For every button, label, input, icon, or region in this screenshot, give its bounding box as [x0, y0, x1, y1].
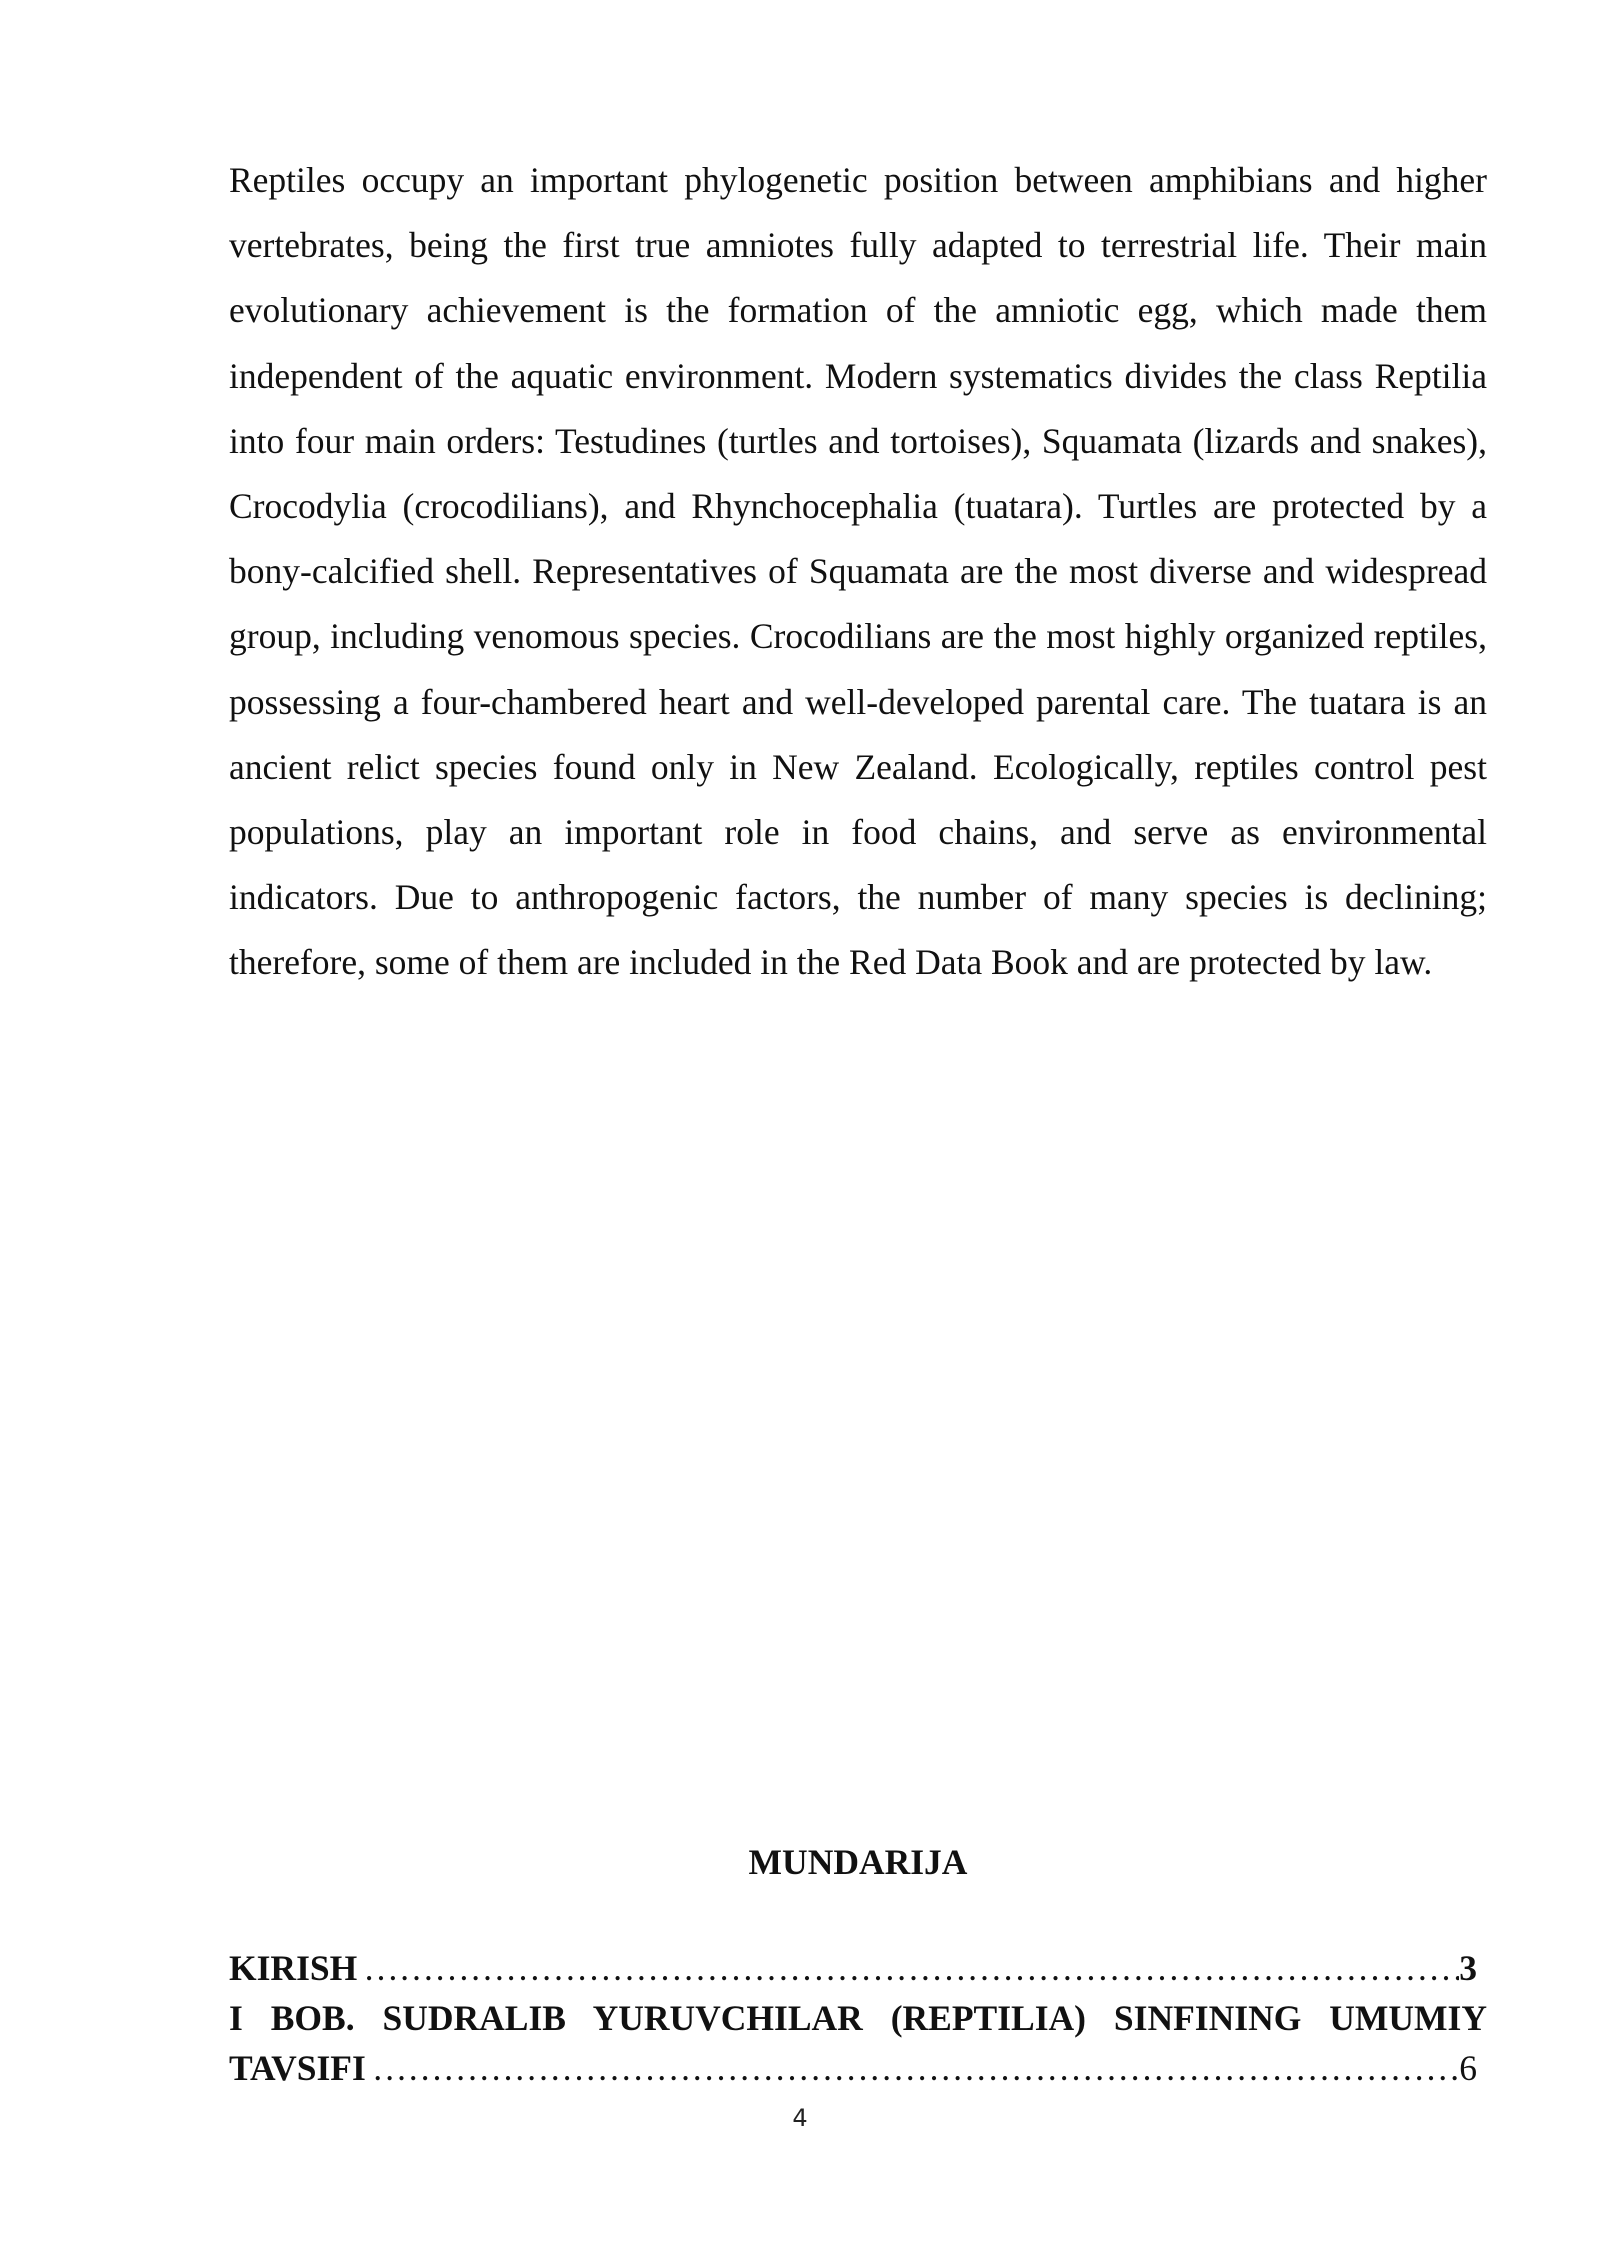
table-of-contents: [229, 1943, 1487, 2093]
toc-entry-chapter-1-line-1[interactable]: I BOB. SUDRALIB YURUVCHILAR (REPTILIA) SINFINING UMUMIY: [229, 1998, 1487, 2038]
toc-entry-label: KIRISH: [229, 1948, 358, 1988]
page-number: 4: [792, 2104, 808, 2132]
toc-entry-label: TAVSIFI: [229, 2048, 366, 2088]
toc-entry-kirish[interactable]: [229, 1943, 1487, 1993]
toc-leader-dots: [366, 2043, 1459, 2093]
toc-entry-page: 3: [1459, 1948, 1477, 1988]
toc-leader-dots: [357, 1943, 1459, 1993]
toc-title: MUNDARIJA: [748, 1842, 968, 1882]
toc-entry-chapter-1[interactable]: [229, 2043, 1487, 2093]
toc-entry-page: 6: [1459, 2048, 1477, 2088]
body-paragraph: Reptiles occupy an important phylogenetic position between amphibians and higher vertebrates, being the first true amniotes fully adapted to terrestrial life. Their main evolutionary achievement is the formation of the amniotic egg, which made them independent of the aquatic environment. Modern systematics divides the class Reptilia into four main orders: Testudines (turtles and tortoises), Squamata (lizards and snakes), Crocodylia (crocodilians), and Rhynchocephalia (tuatara). Turtles are protected by a bony-calcified shell. Representatives of Squamata are the most diverse and widespread group, including venomous species. Crocodilians are the most highly organized reptiles, possessing a four-chambered heart and well-developed parental care. The tuatara is an ancient relict species found only in New Zealand. Ecologically, reptiles control pest populations, play an important role in food chains, and serve as environmental indicators. Due to anthropogenic factors, the number of many species is declining; therefore, some of them are included in the Red Data Book and are protected by law.: [229, 160, 1487, 983]
